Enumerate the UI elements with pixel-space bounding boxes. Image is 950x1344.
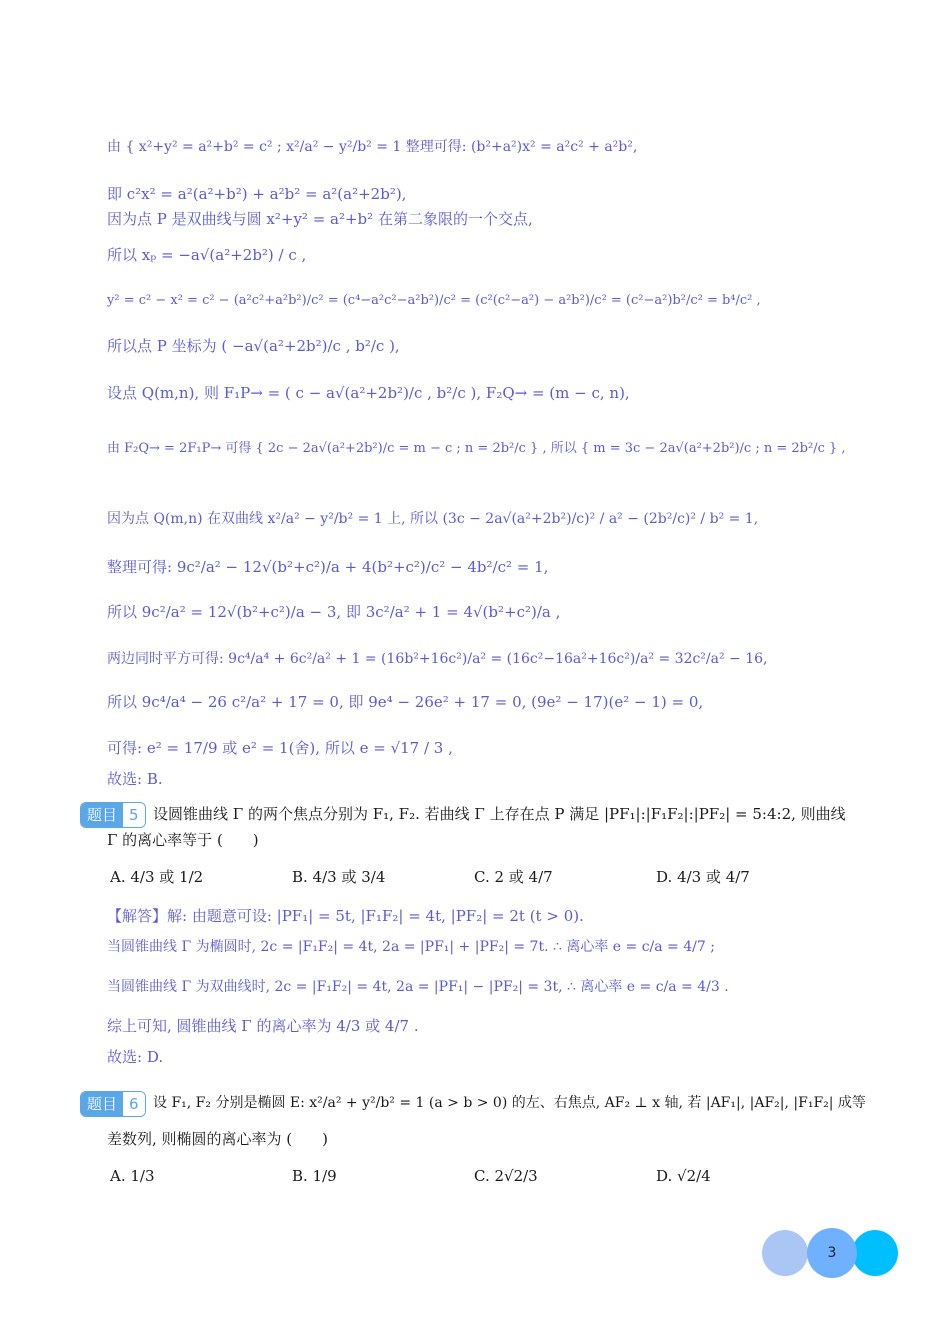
solution-line: 两边同时平方可得: 9c⁴/a⁴ + 6c²/a² + 1 = (16b²+16c²)/a² = (16c²−16a²+16c²)/a² = 32c²/a² − 16, <box>107 651 768 667</box>
solution-line: 由 F₂Q→ = 2F₁P→ 可得 { 2c − 2a√(a²+2b²)/c = m − c ; n = 2b²/c } , 所以 { m = 3c − 2a√(a²+2b²)/c ; n = 2b²/c } , <box>107 441 846 456</box>
solution-line: 即 c²x² = a²(a²+b²) + a²b² = a²(a²+2b²), <box>107 185 407 203</box>
question-stem: 差数列, 则椭圆的离心率为 ( ) <box>107 1130 329 1148</box>
solution-line: 当圆锥曲线 Γ 为椭圆时, 2c = |F₁F₂| = 4t, 2a = |PF₁| + |PF₂| = 7t. ∴ 离心率 e = c/a = 4/7 ; <box>107 939 715 955</box>
solution-line: 所以 9c²/a² = 12√(b²+c²)/a − 3, 即 3c²/a² + 1 = 4√(b²+c²)/a , <box>107 603 561 621</box>
question-stem: 设圆锥曲线 Γ 的两个焦点分别为 F₁, F₂. 若曲线 Γ 上存在点 P 满足 |PF₁|:|F₁F₂|:|PF₂| = 5:4:2, 则曲线 <box>153 805 846 823</box>
question-tag-label: 题目 <box>81 803 123 827</box>
solution-line: 整理可得: 9c²/a² − 12√(b²+c²)/a + 4(b²+c²)/c² − 4b²/c² = 1, <box>107 558 549 576</box>
question-tag-number: 6 <box>123 1092 145 1116</box>
option-a[interactable]: A. 4/3 或 1/2 <box>110 868 204 886</box>
solution-line: 当圆锥曲线 Γ 为双曲线时, 2c = |F₁F₂| = 4t, 2a = |PF₁| − |PF₂| = 3t, ∴ 离心率 e = c/a = 4/3 . <box>107 979 729 995</box>
page-number: 3 <box>807 1228 857 1278</box>
solution-line: 因为点 P 是双曲线与圆 x²+y² = a²+b² 在第二象限的一个交点, <box>107 210 533 228</box>
solution-line: 综上可知, 圆锥曲线 Γ 的离心率为 4/3 或 4/7 . <box>107 1017 419 1035</box>
option-b[interactable]: B. 4/3 或 3/4 <box>292 868 386 886</box>
question-tag <box>80 802 146 828</box>
solution-line: 故选: D. <box>107 1048 164 1066</box>
page-decor-circle-left <box>762 1230 808 1276</box>
question-tag <box>80 1091 146 1117</box>
solution-line: 【解答】解: 由题意可设: |PF₁| = 5t, |F₁F₂| = 4t, |PF₂| = 2t (t > 0). <box>107 907 584 925</box>
option-a[interactable]: A. 1/3 <box>110 1167 155 1185</box>
option-b[interactable]: B. 1/9 <box>292 1167 337 1185</box>
question-tag-label: 题目 <box>81 1092 123 1116</box>
option-d[interactable]: D. 4/3 或 4/7 <box>656 868 750 886</box>
solution-line: 故选: B. <box>107 770 163 788</box>
solution-line: 所以 xₚ = −a√(a²+2b²) / c , <box>107 246 307 264</box>
option-c[interactable]: C. 2 或 4/7 <box>474 868 553 886</box>
question-tag-number: 5 <box>123 803 145 827</box>
question-stem: 设 F₁, F₂ 分别是椭圆 E: x²/a² + y²/b² = 1 (a > b > 0) 的左、右焦点, AF₂ ⊥ x 轴, 若 |AF₁|, |AF₂|, |F₁F₂| 成等 <box>153 1095 866 1111</box>
solution-line: 所以 9c⁴/a⁴ − 26 c²/a² + 17 = 0, 即 9e⁴ − 26e² + 17 = 0, (9e² − 17)(e² − 1) = 0, <box>107 693 704 711</box>
solution-line: 所以点 P 坐标为 ( −a√(a²+2b²)/c , b²/c ), <box>107 337 400 355</box>
option-d[interactable]: D. √2/4 <box>656 1167 711 1185</box>
page-decor-circle-right <box>852 1230 898 1276</box>
option-c[interactable]: C. 2√2/3 <box>474 1167 538 1185</box>
solution-line: 因为点 Q(m,n) 在双曲线 x²/a² − y²/b² = 1 上, 所以 (3c − 2a√(a²+2b²)/c)² / a² − (2b²/c)² / b² = 1, <box>107 511 759 527</box>
solution-line: 可得: e² = 17/9 或 e² = 1(舍), 所以 e = √17 / 3 , <box>107 739 453 757</box>
solution-line: y² = c² − x² = c² − (a²c²+a²b²)/c² = (c⁴−a²c²−a²b²)/c² = (c²(c²−a²) − a²b²)/c² = (c²−a²)b²/c² = b⁴/c² , <box>107 293 761 308</box>
question-stem: Γ 的离心率等于 ( ) <box>107 831 259 849</box>
solution-line: 设点 Q(m,n), 则 F₁P→ = ( c − a√(a²+2b²)/c , b²/c ), F₂Q→ = (m − c, n), <box>107 384 630 402</box>
solution-line: 由 { x²+y² = a²+b² = c² ; x²/a² − y²/b² = 1 整理可得: (b²+a²)x² = a²c² + a²b², <box>107 139 638 155</box>
